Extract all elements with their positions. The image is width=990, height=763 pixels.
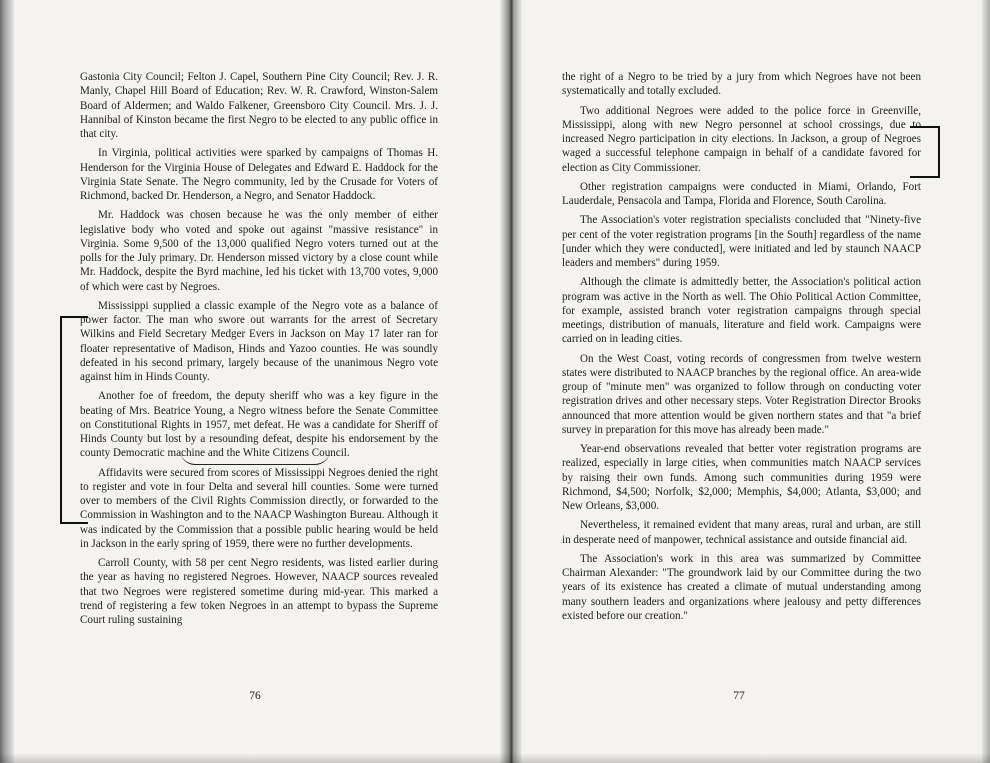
right-page-edge [982, 0, 990, 763]
paragraph: The Association's voter registration specialists concluded that "Ninety-five per cent of the voter registration programs [in the South] regardless of the name [under which they were conducted], were initiated and led by staunch NAACP leaders and members" during 1959. [562, 214, 921, 269]
paragraph: Two additional Negroes were added to the police force in Greenville, Mississippi, along with new Negro personnel at school crossings, due to increased Negro participation in city elections. In Jackson, a group of Negroes waged a successful telephone campaign in behalf of a candidate favored for election as City Commissioner. [562, 104, 921, 174]
paragraph: Mississippi supplied a classic example of the Negro vote as a balance of power factor. The man who swore out warrants for the arrest of Secretary Wilkins and Field Secretary Medger Evers in Jackson on May 17 later ran for floater representative of Madison, Hinds and Yazoo counties. He was soundly defeated in his second primary, largely because of the unanimous Negro vote against him in Hinds County. [80, 299, 438, 383]
handwritten-bracket-mark [60, 316, 88, 524]
paragraph: On the West Coast, voting records of congressmen from twelve western states were distributed to NAACP branches by the regional office. An area-wide group of "minute men" was organized to follow through on conducting voter registration drives and other necessary steps. Voter Registration Director Brooks announced that more attention would be given northern states and that "a brief survey in preparation for this move has already been made." [562, 352, 921, 436]
paragraph: the right of a Negro to be tried by a jury from which Negroes have not been systematically and totally excluded. [562, 71, 921, 98]
paragraph: Affidavits were secured from scores of Mississippi Negroes denied the right to register and vote in four Delta and several hill counties. Some were turned over to members of the Civil Rights Commission directly, or forwarded to the Commission in Washington and to the NAACP Washington Bureau. Although it was indicated by the Commission that a possible public hearing would be held in Jackson in the early spring of 1959, there were no further developments. [80, 466, 438, 550]
paragraph: Although the climate is admittedly better, the Association's political action program was active in the North as well. The Ohio Political Action Committee, for example, assisted branch voter registration campaigns through special meetings, distribution of manuals, literature and field work. Campaigns were carried on in leading cities. [562, 276, 921, 346]
paragraph: Mr. Haddock was chosen because he was the only member of either legislative body who voted and spoke out against "massive resistance" in Virginia. Some 9,500 of the 13,000 qualified Negro voters turned out at the polls for the July primary. Dr. Henderson missed victory by a close count while Mr. Haddock, despite the Byrd machine, led his ticket with 13,700 votes, 9,000 of which were cast by Negroes. [80, 209, 438, 293]
page-bottom-shadow [0, 753, 990, 763]
left-page-edge [0, 0, 14, 763]
book-gutter [500, 0, 522, 763]
paragraph: Nevertheless, it remained evident that many areas, rural and urban, are still in desperate need of manpower, technical assistance and outside financial aid. [562, 519, 921, 546]
right-page [562, 70, 921, 628]
handwritten-underline-mark [180, 450, 330, 465]
paragraph: Carroll County, with 58 per cent Negro residents, was listed earlier during the year as having no registered Negroes. However, NAACP sources revealed that two Negroes were registered sometime during mid-year. This marked a trend of registering a few token Negroes in an attempt to bypass the Supreme Court ruling sustaining [80, 557, 438, 626]
paragraph: Gastonia City Council; Felton J. Capel, Southern Pine City Council; Rev. J. R. Manly, Chapel Hill Board of Education; Rev. W. R. Crawford, Winston-Salem Board of Aldermen; and Waldo Falkener, Greensboro City Council. Mrs. J. J. Hannibal of Kinston became the first Negro to be elected to any public office in that city. [80, 71, 438, 140]
paragraph: In Virginia, political activities were sparked by campaigns of Thomas H. Henderson for the Virginia House of Delegates and Edward E. Haddock for the Virginia State Senate. The Negro community, led by the Crusade for Voters of Richmond, backed Dr. Henderson, a Negro, and Senator Haddock. [80, 147, 438, 202]
paragraph: Other registration campaigns were conducted in Miami, Orlando, Fort Lauderdale, Pensacola and Tampa, Florida and Florence, South Carolina. [562, 180, 921, 207]
handwritten-bracket-mark [910, 126, 940, 178]
paragraph: Year-end observations revealed that better voter registration programs are realized, especially in large cities, when communities match NAACP services by raising their own funds. Among such communities during 1959 were Richmond, $4,500; Norfolk, $2,000; Memphis, $4,000; Atlanta, $3,000; and New Orleans, $3,000. [562, 443, 921, 512]
page-number: 77 [733, 690, 745, 702]
left-page [80, 70, 438, 632]
page-number: 76 [249, 690, 261, 702]
paragraph: The Association's work in this area was summarized by Committee Chairman Alexander: "The groundwork laid by our Committee during the two years of its existence has created a climate of mutual understanding among many southern leaders and organizations where jealousy and petty differences existed before our creation." [562, 552, 921, 622]
paragraph: Another foe of freedom, the deputy sheriff who was a key figure in the beating of Mrs. Beatrice Young, a Negro witness before the Senate Committee on Constitutional Rights in 1957, met defeat. He was a candidate for Sheriff of Hinds County but lost by a resounding defeat, despite his endorsement by the county Democratic machine and the White Citizens Council. [80, 390, 438, 460]
